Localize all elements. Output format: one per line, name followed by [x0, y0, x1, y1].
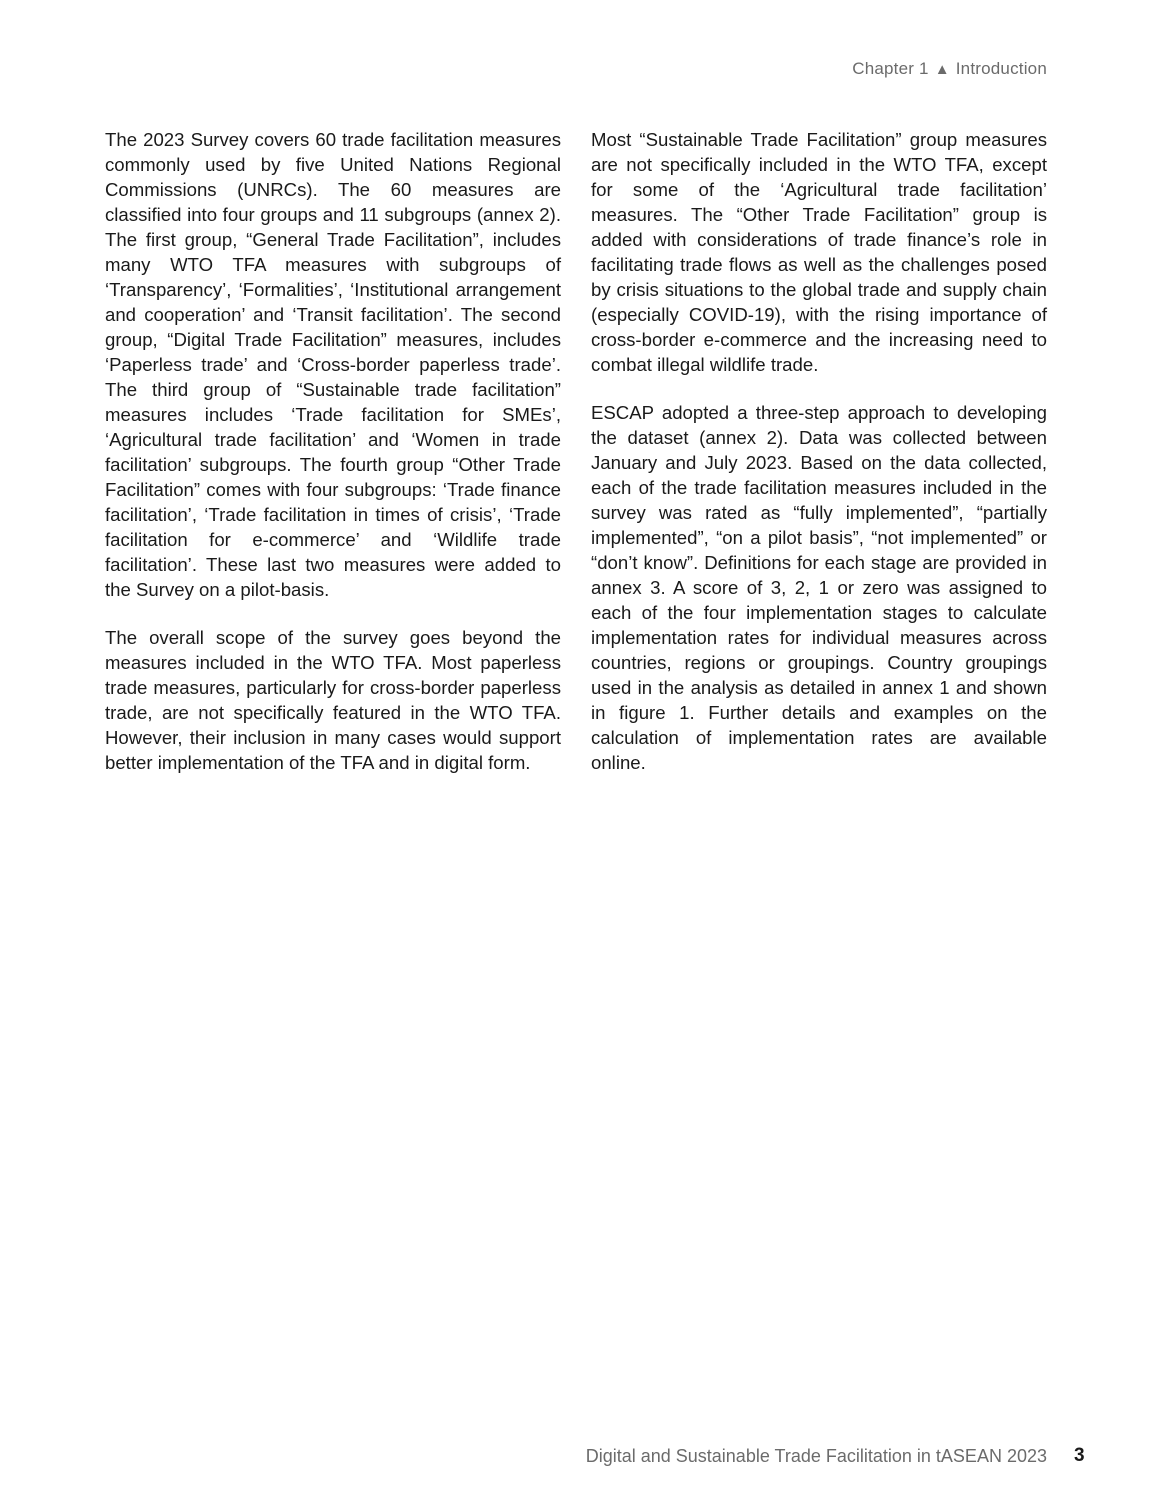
- triangle-separator-icon: ▲: [934, 61, 950, 78]
- running-header: [852, 59, 1047, 79]
- publication-title: Digital and Sustainable Trade Facilitation in tASEAN 2023: [585, 1446, 1047, 1466]
- paragraph-methodology: ESCAP adopted a three-step approach to developing the dataset (annex 2). Data was collected between January and July 2023. Based on the data collected, each of the trade facilitation measures included in the survey was rated as “fully implemented”, “partially implemented”, “on a pilot basis”, “not implemented” or “don’t know”. Definitions for each stage are provided in annex 3. A score of 3, 2, 1 or zero was assigned to each of the four implementation stages to calculate implementation rates for individual measures across countries, regions or groupings. Country groupings used in the analysis as detailed in annex 1 and shown in figure 1. Further details and examples on the calculation of implementation rates are available online.: [591, 402, 1047, 773]
- right-text-column: [591, 127, 1047, 798]
- section-label: Introduction: [955, 59, 1047, 78]
- paragraph-sustainable-measures: Most “Sustainable Trade Facilitation” group measures are not specifically included in the WTO TFA, except for some of the ‘Agricultural trade facilitation’ measures. The “Other Trade Facilitation” group is added with considerations of trade finance’s role in facilitating trade flows as well as the challenges posed by crisis situations to the global trade and supply chain (especially COVID-19), with the rising importance of cross-border e-commerce and the increasing need to combat illegal wildlife trade.: [591, 129, 1047, 375]
- chapter-label: Chapter 1: [852, 59, 929, 78]
- paragraph-survey-scope: The overall scope of the survey goes beyond the measures included in the WTO TFA. Most paperless trade measures, particularly for cross-border paperless trade, are not specifically featured in the WTO TFA. However, their inclusion in many cases would support better implementation of the TFA and in digital form.: [105, 627, 561, 773]
- left-text-column: [105, 127, 561, 798]
- paragraph-survey-coverage: The 2023 Survey covers 60 trade facilitation measures commonly used by five United Nations Regional Commissions (UNRCs). The 60 measures are classified into four groups and 11 subgroups (annex 2). The first group, “General Trade Facilitation”, includes many WTO TFA measures with subgroups of ‘Transparency’, ‘Formalities’, ‘Institutional arrangement and cooperation’ and ‘Transit facilitation’. The second group, “Digital Trade Facilitation” measures, includes ‘Paperless trade’ and ‘Cross-border paperless trade’. The third group of “Sustainable trade facilitation” measures includes ‘Trade facilitation for SMEs’, ‘Agricultural trade facilitation’ and ‘Women in trade facilitation’ subgroups. The fourth group “Other Trade Facilitation” comes with four subgroups: ‘Trade finance facilitation’, ‘Trade facilitation in times of crisis’, ‘Trade facilitation for e-commerce’ and ‘Wildlife trade facilitation’. These last two measures were added to the Survey on a pilot-basis.: [105, 129, 561, 600]
- page-number: 3: [1074, 1445, 1085, 1466]
